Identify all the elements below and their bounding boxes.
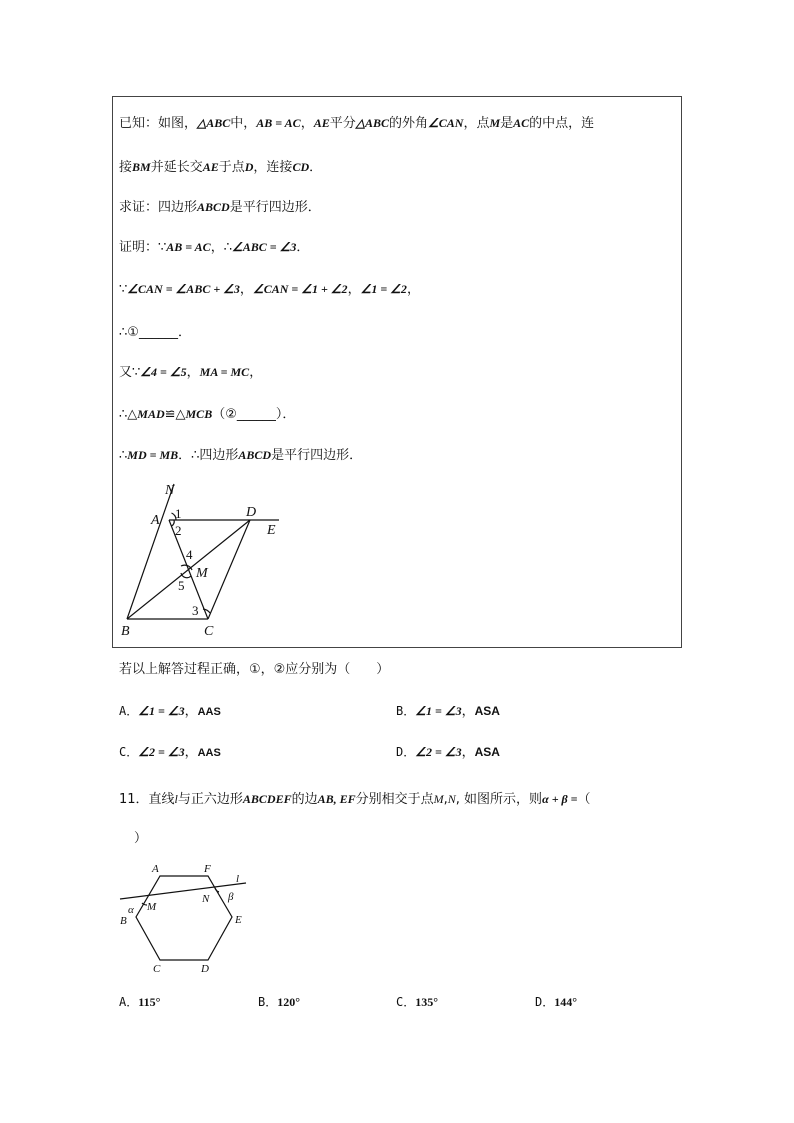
text: 分别相交于点 [355,792,434,807]
math: MCB [185,407,213,421]
label-5: 5 [178,578,185,593]
math: AC [513,116,530,130]
math: ABCD [238,448,272,462]
text: 是 [500,116,514,131]
option-11-b[interactable] [258,994,300,1011]
label-m: M [196,566,208,581]
math: ∠CAN = ∠1 + ∠2 [252,282,348,296]
option-11-c[interactable] [396,994,438,1011]
label-c: C [153,963,161,975]
blank-1: ______ [138,325,178,340]
option-letter: A． [119,704,139,718]
text: ， [249,365,263,380]
given-line-1 [119,115,594,132]
math: △ABC [197,116,231,130]
criterion: AAS [197,706,221,718]
option-letter: C． [396,995,416,1009]
angle-4-arc [181,565,192,570]
line-cd [208,520,250,619]
label-3: 3 [192,603,199,618]
math: BM [132,160,151,174]
math: ∠1 = ∠3 [138,704,185,718]
text: ， [461,704,475,719]
option-value: 120° [277,995,301,1009]
proof-line-3 [119,325,191,341]
option-letter: D． [396,745,416,759]
label-b: B [121,624,130,639]
text: ， [186,365,200,380]
label-c: C [204,624,214,639]
math: MA = MC [199,365,250,379]
hexagon-figure [112,856,257,978]
text: ∴△ [119,407,138,422]
line-bn [127,484,174,619]
math: N [447,792,456,806]
math: D [244,160,254,174]
option-d[interactable] [396,744,500,761]
text: , [443,792,448,807]
text: ， [300,116,314,131]
option-11-d[interactable] [535,994,577,1011]
option-a[interactable] [119,703,221,720]
prove-line [119,199,321,216]
criterion: ASA [474,704,500,718]
math: MAD [137,407,165,421]
label-d: D [246,505,257,520]
text: ，点 [463,116,490,131]
text: ， [461,745,475,760]
label-e: E [267,523,276,538]
proof-line-1 [119,239,309,256]
option-b[interactable] [396,703,500,720]
math: AB = AC [256,116,301,130]
text: 11．直线 [119,792,175,807]
text: ，连接 [253,160,293,175]
text: 的中点，连 [529,116,595,131]
proof-line-4 [119,364,262,381]
label-l: l [236,873,240,885]
problem-11-line-2: ） [134,831,148,846]
label-alpha: α [128,904,134,916]
option-c[interactable] [119,744,221,761]
label-d: D [201,963,209,975]
text: 的边 [291,792,318,807]
angle-3-arc [203,609,210,613]
math: ∠4 = ∠5 [140,365,187,379]
beta-arc [215,888,219,892]
math: M [433,792,444,806]
text: 接 [119,160,133,175]
option-letter: C． [119,745,139,759]
label-n: N [165,483,175,498]
text: 是平行四边形． [229,200,321,215]
math: ∠1 = ∠3 [415,704,462,718]
text: ． [309,160,323,175]
label-2: 2 [175,523,182,538]
parallelogram-figure [112,478,292,643]
text: ， [406,282,420,297]
text: , 如图所示，则 [455,792,543,807]
label-beta: β [228,891,234,903]
label-a: A [151,513,160,528]
blank-2: ______ [236,407,276,422]
math: ∠CAN = ∠ABC + ∠3 [127,282,240,296]
text: ， [184,745,198,760]
text: ， [347,282,361,297]
text: ≌△ [164,407,186,422]
label-4: 4 [186,547,193,562]
math: CD [292,160,310,174]
math: l [174,792,178,806]
text: 又∵ [119,365,141,380]
math: AB = AC [166,240,211,254]
text: 的外角 [389,116,429,131]
proof-line-5 [119,406,295,423]
math: AE [202,160,219,174]
option-value: 135° [415,995,439,1009]
text: ，∴ [210,240,232,255]
text: ∵ [119,282,128,297]
label-m: M [147,901,157,913]
text: 与正六边形 [177,792,243,807]
text: 并延长交 [150,160,203,175]
text: ．∴四边形 [178,448,239,463]
option-value: 144° [554,995,578,1009]
math: M [489,116,501,130]
text: （② [212,407,237,422]
math: ∠ABC = ∠3 [231,240,297,254]
option-letter: D． [535,995,555,1009]
text: ）． [275,407,296,422]
label-b: B [120,915,127,927]
math: ∠2 = ∠3 [415,745,462,759]
angle-2-arc [172,520,175,526]
line-bd [127,520,250,619]
label-n: N [202,893,210,905]
text: 证明：∵ [119,240,167,255]
text: 是平行四边形． [271,448,363,463]
text: （ [577,792,591,807]
math: MD = MB [127,448,179,462]
label-f: F [204,863,211,875]
question-10: 若以上解答过程正确，①，②应分别为（ ） [119,662,390,677]
math: α + β = [542,792,578,806]
text: ． [296,240,310,255]
text: 中， [230,116,257,131]
text: 平分 [329,116,356,131]
label-1: 1 [175,506,182,521]
text: ， [184,704,198,719]
math: △ABC [355,116,389,130]
given-line-2 [119,159,322,176]
math: AE [313,116,330,130]
option-11-a[interactable] [119,994,160,1011]
math: ∠2 = ∠3 [138,745,185,759]
label-e: E [235,914,242,926]
math: ABCD [197,200,230,214]
text: 求证：四边形 [119,200,198,215]
proof-line-2 [119,281,420,298]
text: 于点 [218,160,245,175]
math: ∠1 = ∠2 [360,282,407,296]
criterion: AAS [197,747,221,759]
option-letter: A． [119,995,139,1009]
math: ABCDEF [242,792,292,806]
option-value: 115° [138,995,161,1009]
problem-11-line-1 [119,791,591,808]
option-letter: B． [396,704,416,718]
text: ． [177,325,191,340]
text: ∴① [119,325,139,340]
math: ∠CAN [428,116,464,130]
text: 已知：如图， [119,116,198,131]
math: AB, EF [317,792,356,806]
text: ， [239,282,253,297]
label-a: A [152,863,159,875]
text: ∴ [119,448,128,463]
proof-line-6 [119,447,362,464]
criterion: ASA [474,745,500,759]
hexagon [136,876,232,960]
option-letter: B． [258,995,278,1009]
